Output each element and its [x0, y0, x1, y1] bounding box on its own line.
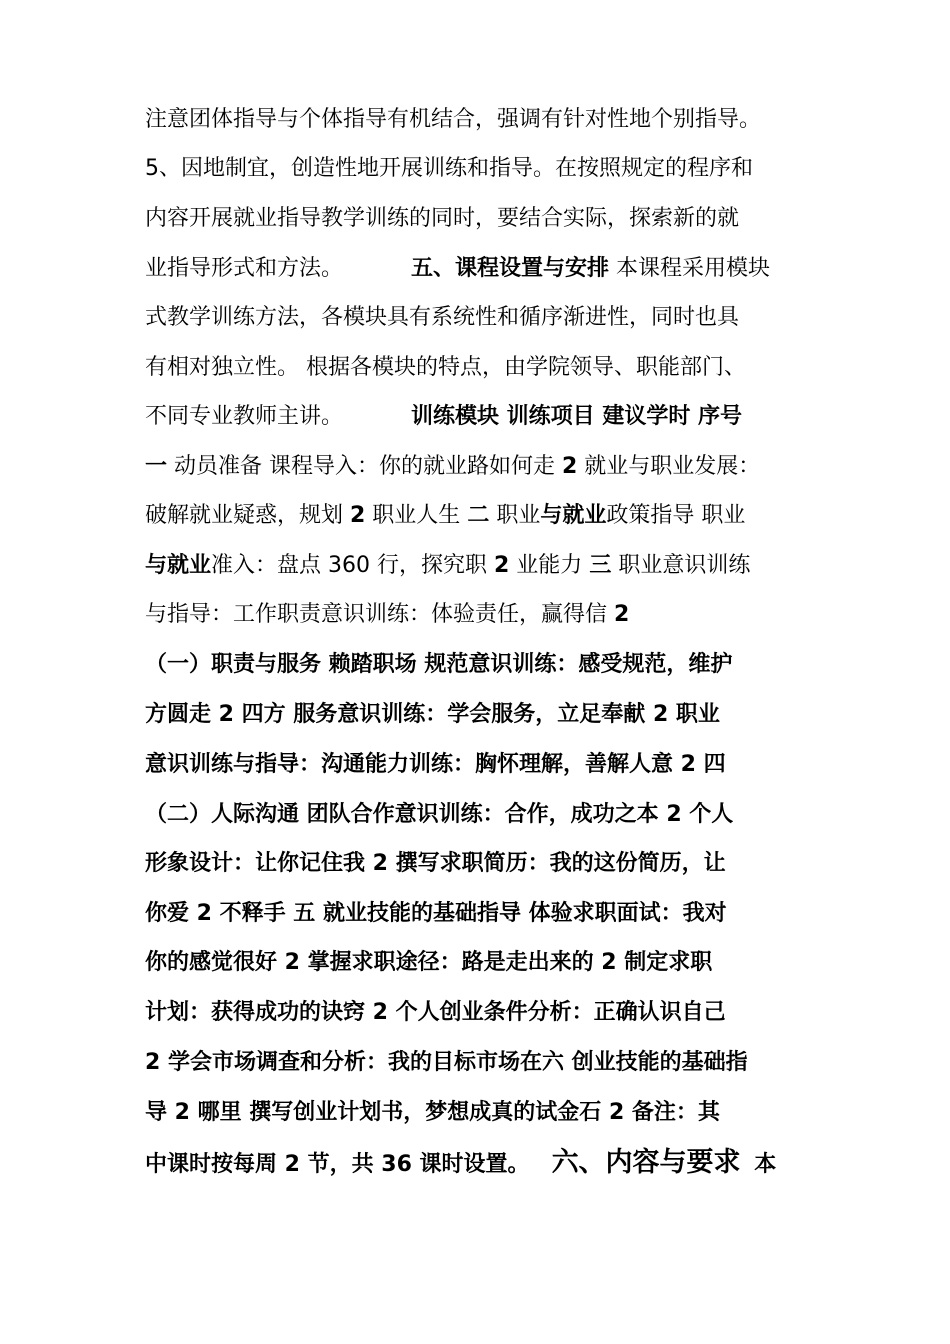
text-segment: 你爱 2 不释手 五 就业技能的基础指导 体验求职面试：我对 — [145, 901, 727, 926]
text-segment: 五、课程设置与安排 — [411, 256, 610, 281]
text-segment: 内容开展就业指导教学训练的同时，要结合实际，探索新的就 — [145, 206, 740, 231]
text-segment: 2 — [614, 602, 630, 627]
text-line — [145, 452, 760, 482]
text-segment: （一）职责与服务 赖踏职场 规范意识训练：感受规范，维护 — [145, 652, 733, 677]
text-line — [145, 750, 726, 780]
text-segment: 与就业 — [540, 503, 607, 528]
text-segment: 方圆走 2 四方 服务意识训练：学会服务，立足奉献 2 职业 — [145, 702, 720, 727]
text-segment: 导 2 哪里 撰写创业计划书，梦想成真的试金石 2 备注：其 — [145, 1100, 720, 1125]
text-segment: 计划：获得成功的诀窍 2 个人创业条件分析：正确认识自己 — [145, 1000, 726, 1025]
text-line — [145, 402, 742, 432]
text-segment: 2 — [494, 553, 510, 578]
text-segment: 六、内容与要求 — [551, 1147, 741, 1178]
text-segment: 意识训练与指导：沟通能力训练：胸怀理解，善解人意 2 四 — [145, 752, 726, 777]
text-segment: 三 — [589, 553, 612, 578]
text-line — [145, 700, 720, 730]
text-line — [145, 600, 629, 630]
text-segment: 与指导：工作职责意识训练：体验责任，赢得信 — [145, 602, 614, 627]
text-segment: 不同专业教师主讲。 — [145, 404, 344, 429]
text-line — [145, 154, 753, 184]
text-segment: 2 学会市场调查和分析：我的目标市场在六 创业技能的基础指 — [145, 1050, 748, 1075]
text-segment: 5、因地制宜，创造性地开展训练和指导。在按照规定的程序和 — [145, 156, 753, 181]
text-segment: 本课程采用模块 — [609, 256, 771, 281]
text-segment: 就业与职业发展： — [577, 454, 761, 479]
text-segment: 注意团体指导与个体指导有机结合，强调有针对性地个别指导。 — [145, 107, 762, 132]
text-segment: 准入：盘点 360 行，探究职 — [211, 553, 494, 578]
text-line — [145, 1098, 720, 1128]
text-segment: 动员准备 课程导入：你的就业路如何走 — [167, 454, 562, 479]
text-segment: 本 — [746, 1152, 777, 1177]
text-line — [145, 254, 770, 284]
text-segment: 破解就业疑惑，规划 — [145, 503, 350, 528]
text-segment: 训练模块 训练项目 建议学时 序号 — [411, 404, 742, 429]
text-line — [145, 948, 712, 978]
text-segment: 式教学训练方法，各模块具有系统性和循序渐进性，同时也具 — [145, 305, 740, 330]
text-segment: 与就业 — [145, 553, 212, 578]
text-line — [145, 1148, 776, 1180]
text-segment: （二）人际沟通 团队合作意识训练：合作，成功之本 2 个人 — [145, 802, 734, 827]
text-line — [145, 1048, 748, 1078]
text-line — [145, 105, 761, 135]
text-line — [145, 650, 732, 680]
text-segment: 你的感觉很好 2 掌握求职途径：路是走出来的 2 制定求职 — [145, 950, 713, 975]
text-segment: 中课时按每周 2 节，共 36 课时设置。 — [145, 1152, 530, 1177]
text-segment: 一 — [145, 454, 168, 479]
text-segment: 职业意识训练 — [611, 553, 751, 578]
text-line — [145, 551, 750, 581]
text-segment: 2 — [350, 503, 366, 528]
text-segment: 业能力 — [509, 553, 590, 578]
text-line — [145, 204, 739, 234]
text-line — [145, 501, 745, 531]
text-line — [145, 303, 739, 333]
text-segment: 有相对独立性。 根据各模块的特点，由学院领导、职能部门、 — [145, 355, 746, 380]
text-segment: 职业 — [489, 503, 541, 528]
text-segment: 业指导形式和方法。 — [145, 256, 344, 281]
text-line — [145, 998, 726, 1028]
text-segment: 职业人生 — [365, 503, 468, 528]
text-line — [145, 899, 727, 929]
text-line — [145, 353, 746, 383]
text-line — [145, 800, 733, 830]
text-segment: 政策指导 职业 — [606, 503, 746, 528]
text-segment: 形象设计：让你记住我 2 撰写求职简历：我的这份简历，让 — [145, 851, 726, 876]
text-segment: 2 — [562, 454, 578, 479]
text-line — [145, 849, 726, 879]
text-segment: 二 — [467, 503, 490, 528]
